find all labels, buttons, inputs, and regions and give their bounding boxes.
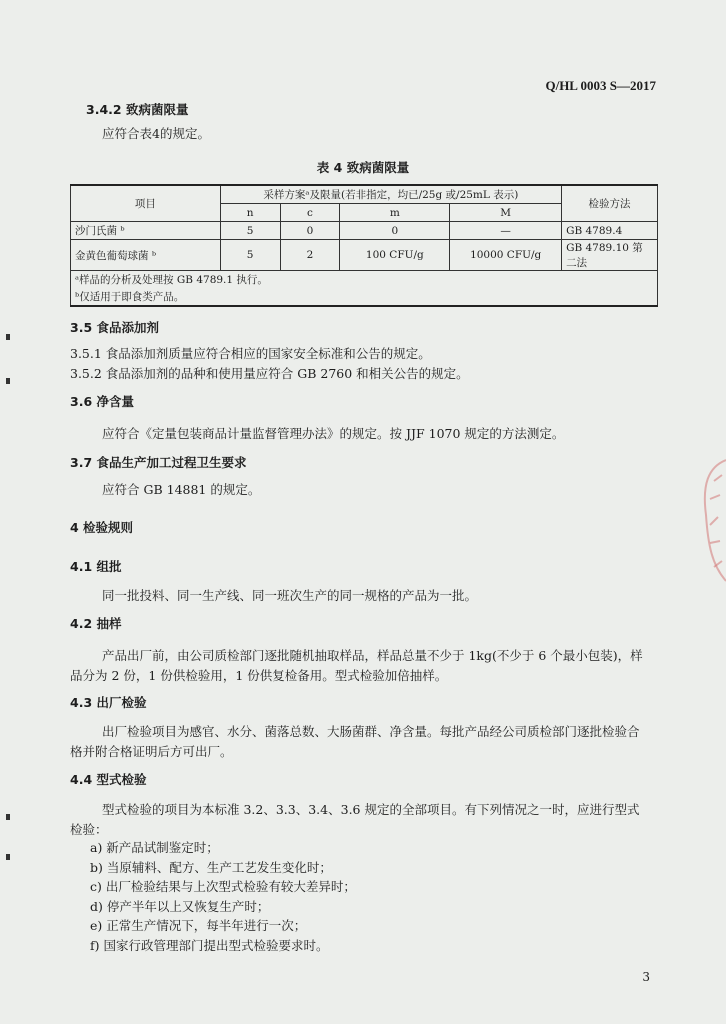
heading-4-3: 4.3 出厂检验 xyxy=(70,695,147,710)
row-m: 0 xyxy=(340,222,450,240)
paragraph-4-2-line2: 品分为 2 份，1 份供检验用，1 份供复检备用。型式检验加倍抽样。 xyxy=(70,668,448,683)
binding-mark xyxy=(6,814,10,820)
heading-4: 4 检验规则 xyxy=(70,520,134,535)
paragraph-4-3-line1: 出厂检验项目为感官、水分、菌落总数、大肠菌群、净含量。每批产品经公司质检部门逐批检验合 xyxy=(102,724,640,739)
heading-4-2: 4.2 抽样 xyxy=(70,616,122,631)
row-method: GB 4789.10 第二法 xyxy=(562,240,658,271)
red-seal-stamp xyxy=(698,455,726,585)
document-code: Q/HL 0003 S—2017 xyxy=(545,78,656,93)
header-item: 项目 xyxy=(71,185,221,222)
paragraph-4-4-line1: 型式检验的项目为本标准 3.2、3.3、3.4、3.6 规定的全部项目。有下列情况之一时，应进行型式 xyxy=(102,802,640,817)
subheader-n: n xyxy=(220,204,280,222)
pathogen-limit-table xyxy=(70,184,658,307)
paragraph-4-1: 同一批投料、同一生产线、同一班次生产的同一规格的产品为一批。 xyxy=(102,588,478,603)
subheader-M: M xyxy=(450,204,562,222)
table-row xyxy=(71,240,658,271)
paragraph-3-5-2: 3.5.2 食品添加剂的品种和使用量应符合 GB 2760 和相关公告的规定。 xyxy=(70,366,469,381)
row-method: GB 4789.4 xyxy=(562,222,658,240)
binding-mark xyxy=(6,378,10,384)
subheader-c: c xyxy=(280,204,340,222)
list-item: a) 新产品试制鉴定时； xyxy=(90,840,219,855)
row-M: 10000 CFU/g xyxy=(450,240,562,271)
row-c: 2 xyxy=(280,240,340,271)
row-m: 100 CFU/g xyxy=(340,240,450,271)
list-item: d) 停产半年以上又恢复生产时； xyxy=(90,899,270,914)
heading-3-6: 3.6 净含量 xyxy=(70,394,134,409)
paragraph-4-2-line1: 产品出厂前，由公司质检部门逐批随机抽取样品，样品总量不少于 1kg(不少于 6 个最小包装)，样 xyxy=(102,648,643,663)
subheader-m: m xyxy=(340,204,450,222)
paragraph-3-6: 应符合《定量包装商品计量监督管理办法》的规定。按 JJF 1070 规定的方法测定。 xyxy=(102,426,565,441)
header-sampling-plan: 采样方案ᵃ及限量(若非指定，均已/25g 或/25mL 表示) xyxy=(220,185,561,204)
heading-4-1: 4.1 组批 xyxy=(70,559,122,574)
table-note-b: ᵇ仅适用于即食类产品。 xyxy=(71,288,658,306)
heading-3-5: 3.5 食品添加剂 xyxy=(70,320,159,335)
row-item: 沙门氏菌 ᵇ xyxy=(71,222,221,240)
paragraph-4-3-line2: 格并附合格证明后方可出厂。 xyxy=(70,744,233,759)
row-n: 5 xyxy=(220,240,280,271)
table-note-a: ᵃ样品的分析及处理按 GB 4789.1 执行。 xyxy=(71,271,658,289)
paragraph-3-5-1: 3.5.1 食品添加剂质量应符合相应的国家安全标准和公告的规定。 xyxy=(70,346,431,361)
heading-3-7: 3.7 食品生产加工过程卫生要求 xyxy=(70,455,247,470)
list-item: b) 当原辅料、配方、生产工艺发生变化时； xyxy=(90,860,332,875)
binding-mark xyxy=(6,334,10,340)
table-row xyxy=(71,222,658,240)
paragraph-4-4-line2: 检验： xyxy=(70,822,108,837)
paragraph-3-4-2: 应符合表4的规定。 xyxy=(102,126,210,141)
row-item: 金黄色葡萄球菌 ᵇ xyxy=(71,240,221,271)
paragraph-3-7: 应符合 GB 14881 的规定。 xyxy=(102,482,261,497)
list-item: e) 正常生产情况下，每半年进行一次； xyxy=(90,918,307,933)
row-n: 5 xyxy=(220,222,280,240)
table-title: 表 4 致病菌限量 xyxy=(316,160,410,175)
page-number: 3 xyxy=(642,970,650,984)
binding-mark xyxy=(6,854,10,860)
list-item: f) 国家行政管理部门提出型式检验要求时。 xyxy=(90,938,329,953)
row-c: 0 xyxy=(280,222,340,240)
list-item: c) 出厂检验结果与上次型式检验有较大差异时； xyxy=(90,879,356,894)
heading-4-4: 4.4 型式检验 xyxy=(70,772,147,787)
header-method: 检验方法 xyxy=(562,185,658,222)
heading-3-4-2: 3.4.2 致病菌限量 xyxy=(86,102,189,117)
row-M: — xyxy=(450,222,562,240)
